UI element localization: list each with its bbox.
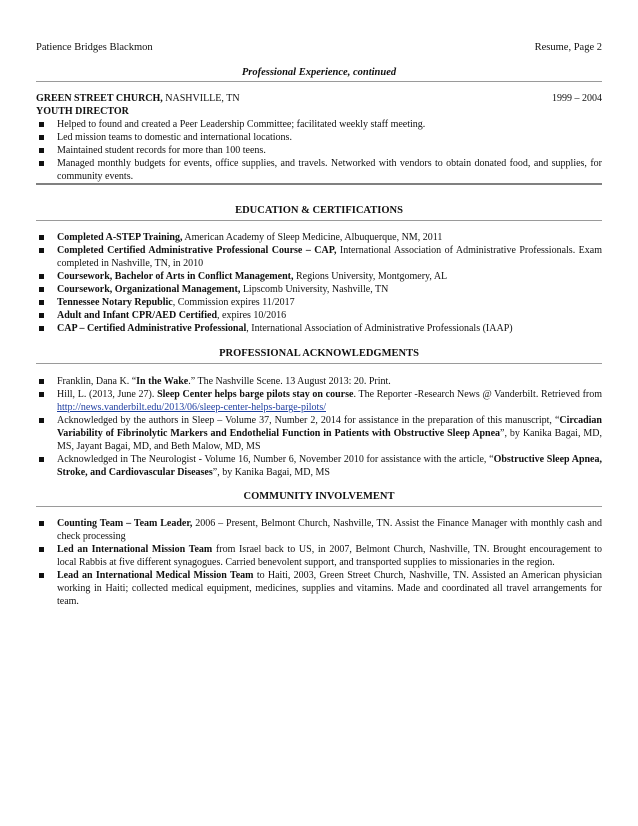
list-item: Helped to found and created a Peer Leadership Committee; facilitated weekly staff meeting. bbox=[36, 118, 602, 131]
list-item: Tennessee Notary Republic, Commission expires 11/2017 bbox=[36, 296, 602, 309]
education-rule bbox=[36, 220, 602, 221]
community-rule bbox=[36, 506, 602, 507]
experience-dates: 1999 – 2004 bbox=[552, 93, 602, 104]
list-item: Completed A-STEP Training, American Academy of Sleep Medicine, Albuquerque, NM, 2011 bbox=[36, 231, 602, 244]
list-item: Led an International Mission Team from Israel back to US, in 2007, Belmont Church, Nashville, TN. Brought encouragement to local Rabbis at five different synagogues. Carried benevolent support, and transported supplies to missionaries in the region. bbox=[36, 543, 602, 569]
list-item: Acknowledged by the authors in Sleep – Volume 37, Number 2, 2014 for assistance in the preparation of this manuscript, “Circadian Variability of Fibrinolytic Markers and Endothelial Function in Patients with Obstructive Sleep Apnea”, by Kanika Bagai, MD, MS, Jayant Bagai, MD, and Beth Malow, MD, MS bbox=[36, 414, 602, 453]
list-item: Lead an International Medical Mission Team to Haiti, 2003, Green Street Church, Nashville, TN. Assisted an American physician working in Haiti; collected medical equipment, medicines, supplies and vitamins. Made and coordinated all travel arrangements for team. bbox=[36, 569, 602, 608]
experience-heading: Professional Experience, continued bbox=[241, 67, 397, 78]
community-list bbox=[36, 517, 602, 608]
community-heading: COMMUNITY INVOLVEMENT bbox=[243, 491, 395, 502]
education-list bbox=[36, 231, 602, 335]
list-item: Adult and Infant CPR/AED Certified, expires 10/2016 bbox=[36, 309, 602, 322]
experience-role bbox=[36, 105, 602, 118]
experience-bullets bbox=[36, 118, 602, 183]
experience-role-title: YOUTH DIRECTOR bbox=[36, 106, 129, 117]
list-item: CAP – Certified Administrative Professional, International Association of Administrative Professionals (IAAP) bbox=[36, 322, 602, 335]
experience-location: NASHVILLE, TN bbox=[165, 93, 240, 104]
header-name: Patience Bridges Blackmon bbox=[36, 42, 153, 53]
article-link[interactable]: http://news.vanderbilt.edu/2013/06/sleep-center-helps-barge-pilots/ bbox=[57, 402, 326, 413]
experience-rule bbox=[36, 81, 602, 82]
experience-end-rule bbox=[36, 183, 602, 185]
list-item: Completed Certified Administrative Professional Course – CAP, International Association of Administrative Professionals. Exam completed in Nashville, TN, in 2010 bbox=[36, 244, 602, 270]
acknowledgments-rule bbox=[36, 363, 602, 364]
list-item: Counting Team – Team Leader, 2006 – Present, Belmont Church, Nashville, TN. Assist the Finance Manager with monthly cash and check processing bbox=[36, 517, 602, 543]
list-item: Acknowledged in The Neurologist - Volume 16, Number 6, November 2010 for assistance with the article, “Obstructive Sleep Apnea, Stroke, and Cardiovascular Diseases”, by Kanika Bagai, MD, MS bbox=[36, 453, 602, 479]
acknowledgments-heading: PROFESSIONAL ACKNOWLEDGMENTS bbox=[219, 348, 419, 359]
list-item: Coursework, Bachelor of Arts in Conflict Management, Regions University, Montgomery, AL bbox=[36, 270, 602, 283]
list-item: Led mission teams to domestic and international locations. bbox=[36, 131, 602, 144]
experience-org-line bbox=[36, 92, 602, 105]
list-item: Managed monthly budgets for events, office supplies, and travels. Networked with vendors to obtain donated food, and supplies, for community events. bbox=[36, 157, 602, 183]
list-item: Coursework, Organizational Management, Lipscomb University, Nashville, TN bbox=[36, 283, 602, 296]
experience-org: GREEN STREET CHURCH, bbox=[36, 93, 163, 104]
list-item: Hill, L. (2013, June 27). Sleep Center helps barge pilots stay on course. The Reporter -Research News @ Vanderbilt. Retrieved from http://news.vanderbilt.edu/2013/06/sleep-center-helps-barge-pilots/ bbox=[36, 388, 602, 414]
list-item: Franklin, Dana K. “In the Wake.” The Nashville Scene. 13 August 2013: 20. Print. bbox=[36, 375, 602, 388]
acknowledgments-list bbox=[36, 375, 602, 479]
list-item: Maintained student records for more than 100 teens. bbox=[36, 144, 602, 157]
education-heading: EDUCATION & CERTIFICATIONS bbox=[235, 205, 403, 216]
header-page-number: Resume, Page 2 bbox=[534, 42, 602, 53]
